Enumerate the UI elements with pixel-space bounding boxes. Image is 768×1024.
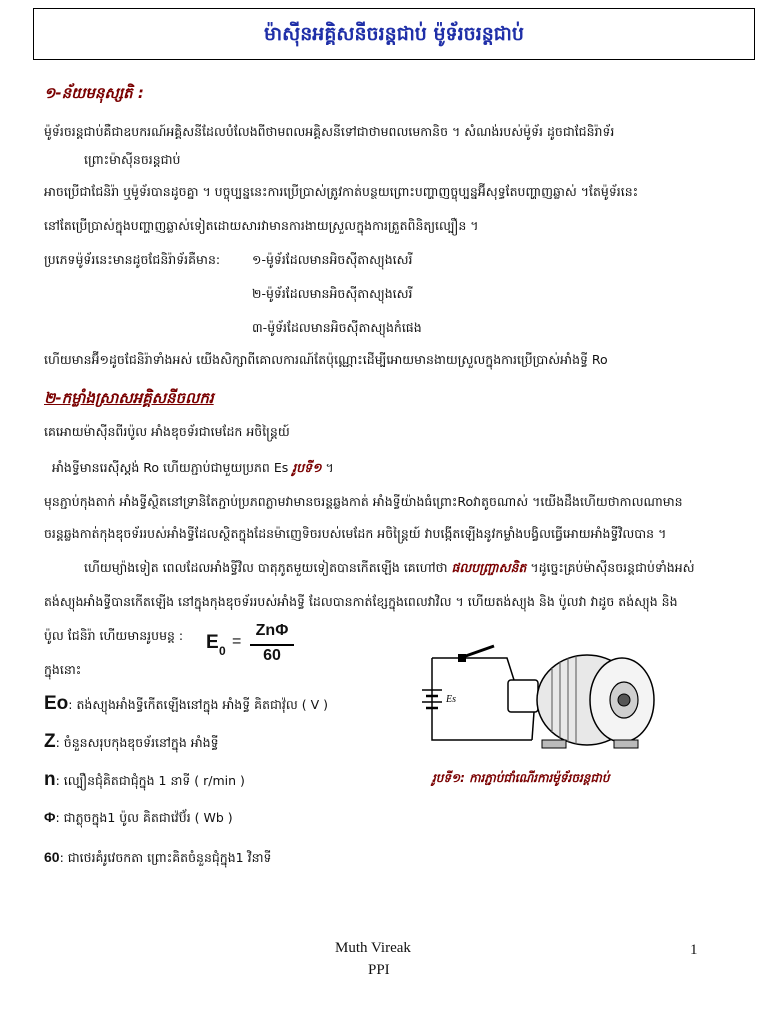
formula-denominator: 60 — [263, 647, 281, 664]
type-item-2: ២-ម៉ូទ័រដែលមានអិចស៊ីតាស្យុងសេរី — [252, 286, 413, 301]
section2-heading: ២-កម្លាំងស្រាសអគ្គិសនីចលករ — [44, 389, 214, 407]
section2-line5 — [84, 560, 695, 575]
section2-line4: ចរន្តឆ្លងកាត់កុងឌុចទ័ររបស់អាំងទ្វីដែលស្ថិតក្នុងដែនម៉ាញេទិចរបស់មេដែក អចិន្ត្រៃយ៍ វាបង្កើតឡើងនូវកម្លាំងបង្វិលធ្វើអោយអាំងទ្វីវិលបាន ។ — [44, 526, 667, 541]
source-label: Es — [446, 694, 456, 705]
type-item-3: ៣-ម៉ូទ័រដែលមានអិចស៊ីតាស្យុងកំផេង — [252, 320, 422, 335]
page-title: ម៉ាស៊ីនអគ្គិសនីចរន្តជាប់ ម៉ូទ័រចរន្តជាប់ — [264, 23, 524, 45]
def-text: : ជាថេរគំរូវេចកតា ព្រោះគិតចំនួនជុំក្នុង1 វិនាទី — [59, 850, 272, 865]
page-number: 1 — [690, 942, 698, 958]
section2-line2 — [52, 460, 334, 475]
section2-line5c: ។ដូច្នេះគ្រប់ម៉ាស៊ីនចរន្តជាប់ទាំងអស់ — [526, 560, 695, 575]
definition-60 — [44, 849, 271, 869]
section2-line5a: ហើយម្យ៉ាងទៀត ពេលដែលអាំងទ្វីវិល បាតុភូតមួយទៀតបានកើតឡើង គេហៅថា — [84, 560, 452, 575]
definition-n — [44, 769, 245, 792]
formula-numerator: ZnΦ — [255, 622, 289, 639]
section2-line2a: អាំងទ្វីមានរេស៊ីស្តង់ Ro ហើយភ្ជាប់ជាមួយប្រភព Es — [52, 460, 293, 475]
section1-line2: ព្រោះម៉ាស៊ីនចរន្តជាប់ — [84, 152, 181, 167]
def-text: : ល្បឿនជុំគិតជាជុំក្នុង 1 នាទី ( r/min ) — [55, 773, 245, 788]
emf-formula — [206, 622, 296, 672]
back-emf-term: ផលបញ្ច្រាសនិត — [451, 560, 527, 575]
section2-line6: តង់ស្យុងអាំងទ្វីបានកើតឡើង នៅក្នុងកុងឌុចទ័ររបស់អាំងទ្វី ដែលបានកាត់ខ្សែក្នុងពេលវាវិល ។ ហើយតង់ស្យុង និង ប៉ូលវា វាដូច តង់ស្យុង និង — [44, 594, 678, 609]
section2-line3: មុនភ្ជាប់កុងតាក់ អាំងទ្វីស្ថិតនៅទ្រានិតែភ្ជាប់ប្រភពភ្លាមវាមានចរន្តឆ្លងកាត់ អាំងទ្វីយ៉ាងធំព្រោះRoវាតូចណាស់ ។យើងដឹងហើយថាកាលណាមាន — [44, 494, 683, 509]
circuit-wire-right — [480, 658, 514, 680]
def-symbol: Φ — [44, 809, 56, 825]
section1-line4: នៅតែប្រើប្រាស់ក្នុងបញ្ហាញឆ្លាស់ទៀតដោយសារវាមានការងាយស្រួលក្នុងការត្រួតពិនិត្យល្បឿន ។ — [44, 218, 479, 233]
motor-foot — [542, 740, 566, 748]
fraction-bar — [250, 644, 294, 646]
type-item-1: ១-ម៉ូទ័រដែលមានអិចស៊ីតាស្យុងសេរី — [252, 252, 413, 267]
def-text: : ជាភ្លុចក្នុង1 ប៉ូល គិតជាវ៉េប៊័រ ( Wb ) — [55, 810, 233, 825]
section2-line7: ប៉ូល ជែនិរ៉ា ហើយមានរូបមន្ត : — [44, 628, 184, 643]
formula-equals: = — [232, 633, 242, 650]
definition-phi — [44, 809, 233, 829]
terminal-box — [508, 680, 538, 712]
section1-line1: ម៉ូទ័រចរន្តជាប់គឺជាឧបករណ៍អគ្គិសនីដែលបំលែងពីថាមពលអគ្គិសនីទៅជាថាមពលមេកានិច ។ សំណង់របស់ម៉ូទ័រ ដូចជាជែនិរ៉ាទ័រ — [44, 124, 615, 139]
title-box — [33, 8, 755, 60]
motor-foot — [614, 740, 638, 748]
section1-heading: ១-ន័យមនុស្សតិ : — [44, 84, 144, 102]
where-label: ក្នុងនោះ — [44, 662, 82, 677]
definition-z — [44, 731, 219, 754]
circuit-wire-bottom — [532, 712, 534, 740]
switch-pivot — [458, 654, 466, 662]
def-symbol: Eo — [44, 693, 69, 714]
formula-lhs: E — [206, 632, 219, 653]
def-text: : តង់ស្យុងអាំងទ្វីកើតឡើងនៅក្នុង អាំងទ្វី គិតជាវ៉ុល ( V ) — [68, 697, 329, 712]
def-text: : ចំនួនសរុបកុងឌុចទ័រនៅក្នុង អាំងទ្វី — [55, 735, 219, 750]
section2-line2c: ។ — [321, 460, 334, 475]
motor-shaft — [618, 694, 630, 706]
motor-circuit-figure — [402, 640, 732, 760]
section1-line5: ហើយមានអ៊ី១ដូចជែនិរ៉ាទាំងអស់ យើងសិក្សាពីគោលការណ៍តែប៉ុណ្ណោះដើម្បីអោយមានងាយស្រួលក្នុងការប្រើប្រាស់អាំងទ្វី Ro — [44, 352, 608, 367]
section2-line1: គេអោយម៉ាស៊ីនពីរប៉ូល អាំងឌុចទ័រជាមេដែក អចិន្ត្រៃយ៍ — [44, 424, 290, 439]
def-symbol: n — [44, 769, 56, 790]
def-symbol: Z — [44, 731, 56, 752]
figure-caption: រូបទី១: ការភ្ជាប់ជាំណើរការម៉ូទ័រចរន្តជាប់ — [432, 771, 610, 785]
footer-org: PPI — [368, 962, 390, 978]
formula-lhs-sub: 0 — [219, 644, 226, 658]
definition-eo — [44, 693, 328, 716]
figure-ref: រូបទី១ — [292, 460, 322, 475]
section1-line3: អាចប្រើជាជែនិរ៉ា ឬម៉ូទ័របានដូចគ្នា ។ បច្ចុប្បន្ននេះការប្រើប្រាស់ត្រូវកាត់បន្ថយព្រោះបញ្ហាញច្ចុប្បន្នអ៊ីសុទ្ធតែបញ្ហាញឆ្លាស់ ។តែម៉ូទ័រនេះ — [44, 184, 639, 199]
def-symbol: 60 — [44, 849, 60, 865]
footer-author: Muth Vireak — [335, 940, 411, 956]
types-intro: ប្រភេទម៉ូទ័រនេះមានដូចជែនិរ៉ាទ័រគឺមាន: — [44, 252, 221, 267]
